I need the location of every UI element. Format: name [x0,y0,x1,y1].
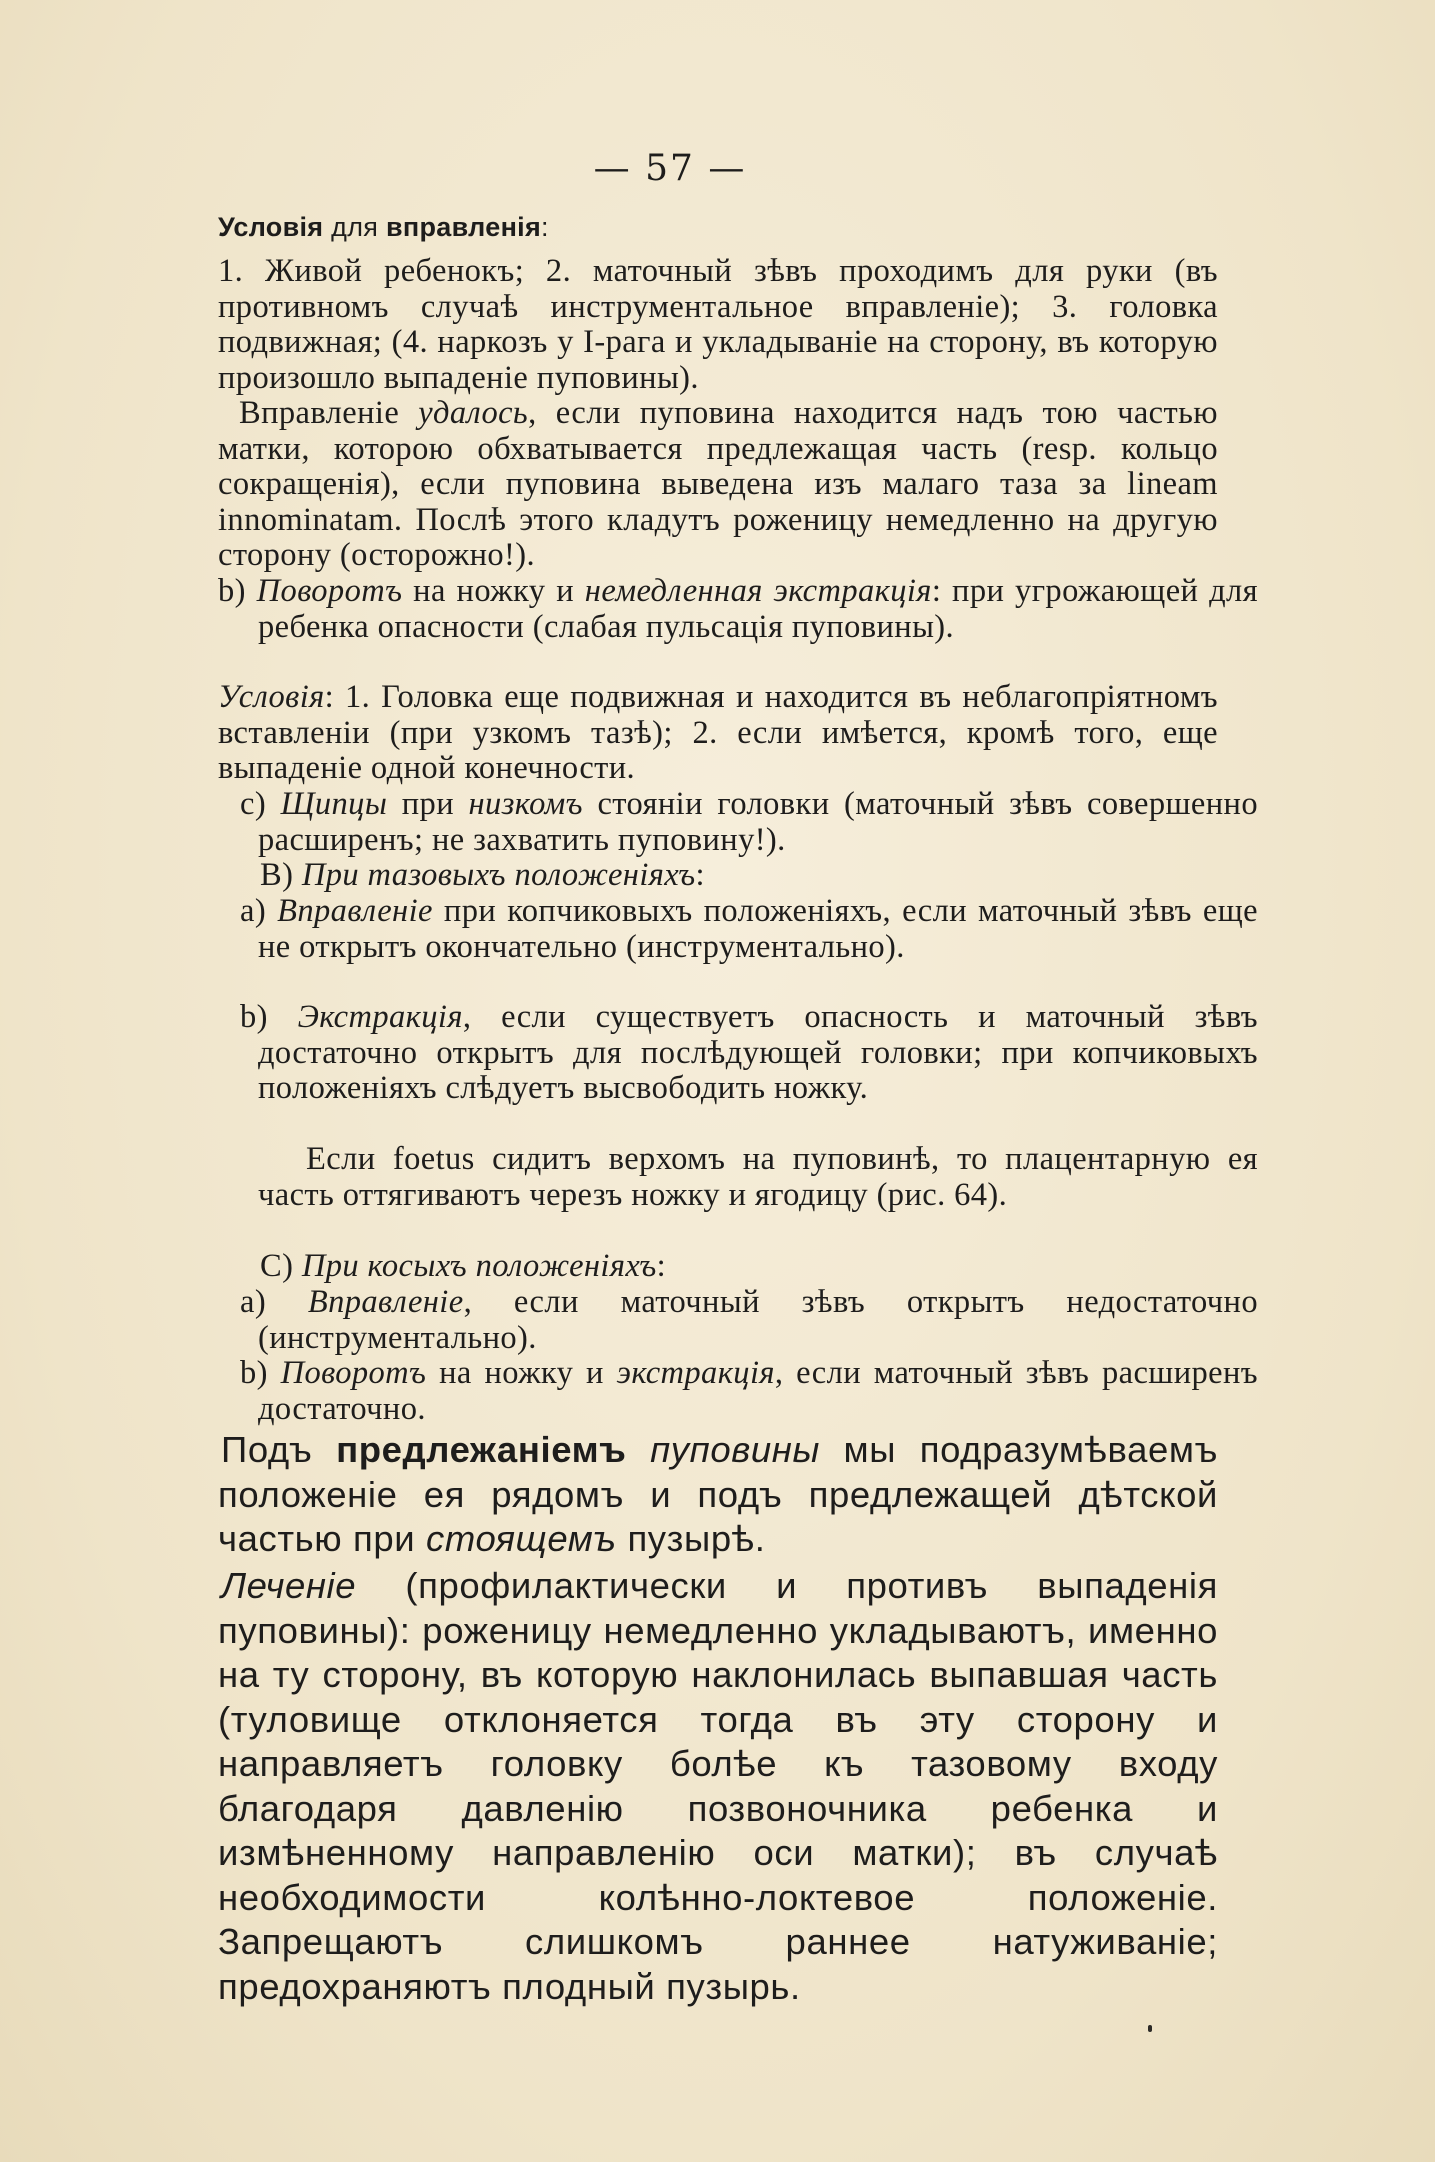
p13-bold: предлежаніемъ [336,1429,627,1470]
p13-italic-1: пуповины [650,1429,820,1470]
p6-colon: : [695,857,705,893]
p7-label: a) [240,893,278,929]
paragraph-cord-presentation [218,1428,1218,1562]
p3-label: b) [218,573,257,609]
p8-text: , если существуетъ опасность и маточный зѣвъ достаточно открытъ для послѣдующей головки; при копчиковыхъ положеніяхъ слѣдуетъ высвободить ножку. [258,999,1258,1107]
paragraph-conditions-2 [218,680,1218,787]
section-heading [218,212,549,243]
p14-italic: Леченіе [221,1565,357,1606]
page-number: — 57 — [593,148,747,189]
paragraph-reposition-success [218,396,1218,574]
p12-text-1: на ножку и [426,1355,617,1391]
p4-text: : 1. Головка еще подвижная и находится въ неблагопріятномъ вставленіи (при узкомъ тазѣ); 2. если имѣется, кромѣ того, еще выпаденіе одной конечности. [218,679,1218,787]
p10-label: C) [260,1248,302,1284]
p5-text-1: при [387,786,469,822]
p13-text-3: пузырѣ. [616,1518,766,1559]
p5-italic-1: Щипцы [280,786,388,822]
p11-text: , если маточный зѣвъ открытъ недостаточно (инструментально). [258,1284,1258,1356]
paragraph-foetus-astride: Если foetus сидитъ верхомъ на пуповинѣ, то плацентарную ея часть оттягиваютъ черезъ ножку и ягодицу (рис. 64). [258,1141,1258,1213]
p2-italic: удалось [418,395,529,431]
subheading-breech [218,858,1260,894]
p12-label: b) [240,1355,281,1391]
p11-italic: Вправленіе [307,1284,464,1320]
p13-text-1: Подъ [221,1429,337,1470]
heading-word-2: для [323,212,386,242]
p13-text-2: мы подразумѣваемъ положеніе ея рядомъ и подъ предлежащей дѣтской частью при [218,1429,1218,1559]
p2-text-b: , если пуповина находится надъ тою частью матки, которою обхватывается предлежащая часть (resp. кольцо сокращенія), если пуповина выведена изъ малаго таза за lineam innominatam. Послѣ этого кладутъ роженицу немедленно на другую сторону (осторожно!). [218,395,1218,574]
print-speck [1148,2025,1152,2032]
p14-text: (профилактически и противъ выпаденія пуповины): роженицу немедленно укладываютъ, именно на ту сторону, въ которую наклонилась выпавшая часть (туловище отклоняется тогда въ эту сторону и направляетъ головку болѣе къ тазовому входу благодаря давленію позвоночника ребенка и измѣненному направленію оси матки); въ случаѣ необходимости колѣнно-локтевое положеніе. Запрещаютъ слишкомъ раннее натуживаніе; предохраняютъ плодный пузырь. [218,1565,1218,2007]
p3-italic-1: Поворотъ [256,573,403,609]
paragraph-breech-reposition [218,894,1258,965]
p6-label: B) [260,857,302,893]
p5-text-2: стояніи головки (маточный зѣвъ совершенно расширенъ; не захватить пуповину!). [258,786,1258,858]
p2-text-a: Вправленіе [239,395,419,431]
p12-text-2: , если маточный зѣвъ расширенъ достаточно. [258,1355,1258,1427]
p7-italic: Вправленіе [277,893,433,929]
heading-word-1: Условія [218,212,324,242]
paragraph-oblique-reposition [218,1285,1258,1356]
p13-italic-2: стоящемъ [426,1518,617,1559]
p4-italic: Условія [218,679,325,715]
p8-label: b) [240,999,298,1035]
p3-text-2: : при угрожающей для ребенка опасности (слабая пульсація пуповины). [258,573,1259,645]
p5-label: c) [240,786,281,822]
subheading-oblique [218,1249,1260,1285]
paragraph-breech-extraction [218,1000,1258,1107]
p7-text: при копчиковыхъ положеніяхъ, если маточный зѣвъ еще не открытъ окончательно (инструментально). [258,893,1258,965]
paragraph-oblique-version [218,1356,1258,1427]
paragraph-forceps [218,787,1258,858]
heading-word-3: вправленія [386,212,542,242]
p10-italic: При косыхъ положеніяхъ [301,1248,657,1284]
p12-italic-2: экстракція [616,1355,775,1391]
heading-colon: : [541,212,549,242]
p6-italic: При тазовыхъ положеніяхъ [301,857,696,893]
p11-label: a) [240,1284,308,1320]
paragraph-version-extraction [218,574,1258,645]
p3-italic-2: немедленная экстракція [584,573,932,609]
paragraph-treatment [218,1564,1218,2009]
paragraph-conditions-list: 1. Живой ребенокъ; 2. маточный зѣвъ проходимъ для руки (въ противномъ случаѣ инструментальное вправленіе); 3. головка подвижная; (4. наркозъ у I-рага и укладываніе на сторону, въ которую произошло выпаденіе пуповины). [218,253,1218,396]
p8-italic: Экстракція [297,999,463,1035]
p3-text-1: на ножку и [402,573,585,609]
p10-colon: : [656,1248,667,1284]
p12-italic-1: Поворотъ [280,1355,427,1391]
p5-italic-2: низкомъ [468,786,583,822]
